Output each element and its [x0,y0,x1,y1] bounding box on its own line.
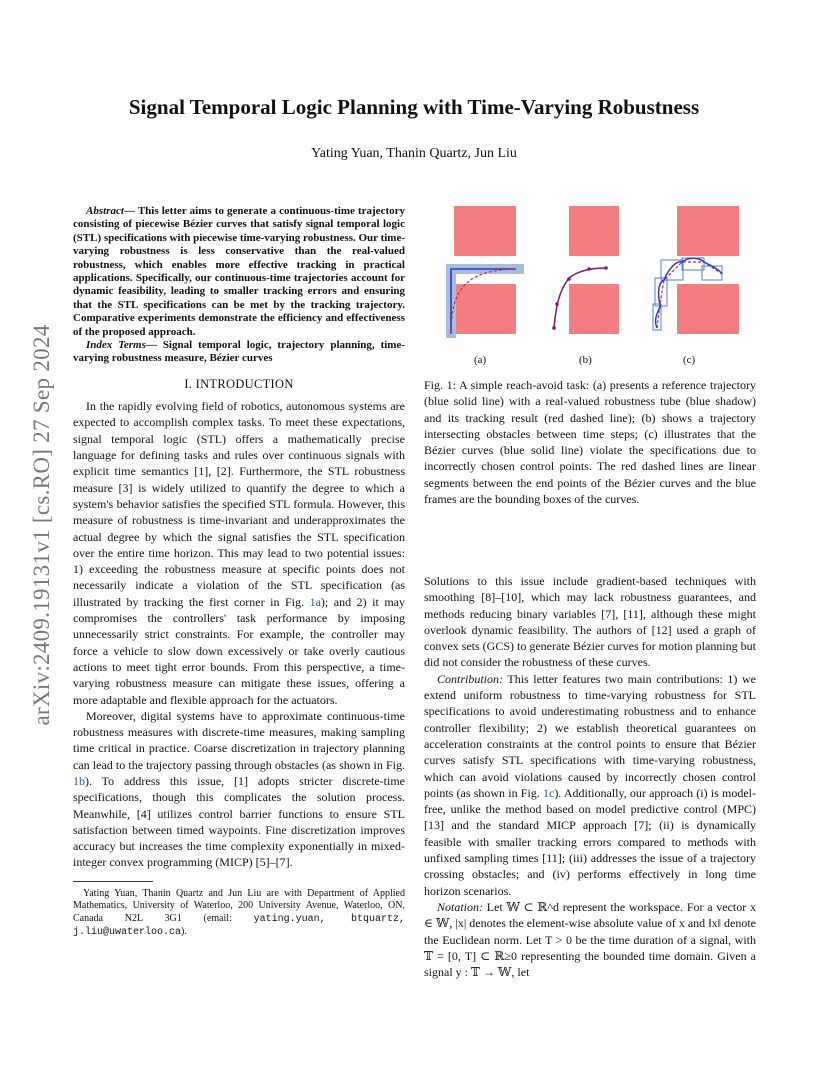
contribution-label: Contribution: [437,671,504,686]
section-heading: I. INTRODUCTION [184,376,294,391]
left-column [73,205,405,940]
fig-ref-1a[interactable]: 1a [309,594,321,609]
intro-paragraph-1: In the rapidly evolving field of robotics, autonomous systems are expected to accomplish complex tasks. To meet these expectations, signal temporal logic (STL) offers a mathematically precise language for defining tasks and rules over continuous signals with explicit time semantics [1], [2]. Furthermore, the STL robustness measure [3] is widely utilized to quantify the degree to which a system's behavior satisfies the specified STL formula. However, this measure of robustness is time-invariant and underapproximates the actual degree by which the signal satisfies the STL specification over the entire time horizon. This may lead to two potential issues: 1) exceeding the robustness measure at specific points does not necessarily indicate a violation of the STL specification (as illustrated by tracking the first corner in Fig. 1a); and 2) it may compromises the controllers' task performance by imposing unnecessarily strict constraints. For example, the controller may force a vehicle to slow down excessively or take overly cautious actions to meet tight error bounds. From this perspective, a time-varying robustness measure can mitigate these issues, offering a more adaptable and flexible approach for the actuators. [73,399,406,707]
right-column [424,573,756,980]
abstract-text: — This letter aims to generate a continuous-time trajectory consisting of piecewise Bézier curves that satisfy signal temporal logic (STL) specifications with piecewise time-varying robustness. Our time-varying robustness is less conservative than the real-valued robustness, which enables more effective tracking in practical applications. Specifically, our continuous-time trajectories account for dynamic feasibility, leading to smaller tracking errors and ensuring that the STL specifications can be met by the tracking trajectory. Comparative experiments demonstrate the efficiency and effectiveness of the proposed approach. [73,205,406,338]
index-terms-label: Index Terms [86,339,146,352]
arxiv-identifier: arXiv:2409.19131v1 [cs.RO] 27 Sep 2024 [29,324,54,726]
obstacle-top [454,206,516,256]
abstract-label: Abstract [86,205,124,217]
intro-paragraph-2: Moreover, digital systems have to approximate continuous-time robustness measures with discrete-time measures, making sampling time critical in practice. Coarse discretization in trajectory planning can lead to the trajectory passing through obstacles (as shown in Fig. 1b). To address this issue, [1] adopts stricter discrete-time specifications, though this complicates the solution process. Meanwhile, [4] utilizes control barrier functions to ensure STL satisfaction between timed waypoints. Fine discretization improves accuracy but increases the time complexity exponentially in mixed-integer convex programming (MICP) [5]–[7]. [73,708,405,870]
subfigure-label-c: (c) [683,354,696,366]
index-terms [73,339,405,366]
abstract [73,205,405,339]
paper-title: Signal Temporal Logic Planning with Time-Varying Robustness [128,95,700,119]
subfigure-label-a: (a) [474,354,487,366]
figure-1-graphic [424,196,756,371]
index-terms-text: — Signal temporal logic, trajectory planning, time-varying robustness measure, Bézier curves [73,339,405,365]
figure-caption: Fig. 1: A simple reach-avoid task: (a) presents a reference trajectory (blue solid line) with a real-valued robustness tube (blue shadow) and its tracking result (red dashed line); (b) shows a trajectory intersecting obstacles between time steps; (c) illustrates that the Bézier curves (blue solid line) violate the specifications due to incorrectly chosen control points. The red dashed lines are linear segments between the end points of the Bézier curves and the blue frames are the bounding boxes of the curves. [424,378,756,507]
fig-ref-1b[interactable]: 1b [73,774,85,788]
panel-c [653,206,739,334]
contribution-paragraph: Contribution: This letter features two main contributions: 1) we extend uniform robustness to time-varying robustness for STL specifications to avoid underestimating robustness and to enhance controller flexibility; 2) we establish theoretical guarantees on acceleration constraints at the control points to ensure that Bézier curves satisfy STL specifications with time-varying robustness, which can avoid violations caused by incorrectly chosen control points (as shown in Fig. 1c). Additionally, our approach (i) is model-free, unlike the method based on model predictive control (MPC) [13] and the standard MICP approach [7]; (ii) is dynamically feasible with smaller tracking errors compared to methods with unfixed sampling times [11]; (iii) addresses the issue of a trajectory crossing obstacles; and (iv) performs effectively in long time horizon scenarios. [424,671,756,898]
paper-authors: Yating Yuan, Thanin Quartz, Jun Liu [311,146,517,161]
notation-paragraph: Notation: Let 𝕎 ⊂ ℝ^d represent the workspace. For a vector x ∈ 𝕎, |x| denotes the element-wise absolute value of x and ‖x‖ denote the Euclidean norm. Let T > 0 be the time duration of a signal, with 𝕋 = [0, T] ⊂ ℝ≥0 representing the bounded time domain. Given a signal y : 𝕋 → 𝕎, let [424,899,756,980]
panel-a [446,206,524,338]
footnote: Yating Yuan, Thanin Quartz and Jun Liu are with Department of Applied Mathematics, University of Waterloo, 200 University Avenue, Waterloo, ON, Canada N2L 3G1 (email: yating.yuan, btquartz, j.liu@uwaterloo.ca). [73,887,405,939]
arxiv-sidebar [22,280,62,770]
footnote-rule [73,881,153,882]
right-paragraph-1: Solutions to this issue include gradient-based techniques with smoothing [8]–[10], which may lack robustness guarantees, and methods reducing binary variables [7], [11], although these might overlook dynamic feasibility. The authors of [12] used a graph of convex sets (GCS) to generate Bézier curves for motion planning but did not consider the robustness of these curves. [424,574,756,670]
panel-b [552,206,619,334]
figure-caption-block [424,377,756,507]
obstacle-top [569,206,619,256]
subfigure-label-b: (b) [579,354,592,366]
fig-ref-1c[interactable]: 1c [542,785,555,800]
obstacle-top [677,206,739,256]
footnote-emails: yating.yuan, btquartz, j.liu@uwaterloo.ca [73,913,405,939]
obstacle-bottom [454,284,516,334]
obstacle-bottom [569,284,619,334]
notation-label: Notation: [437,899,484,914]
obstacle-bottom [677,284,739,334]
figure-1 [424,196,756,371]
